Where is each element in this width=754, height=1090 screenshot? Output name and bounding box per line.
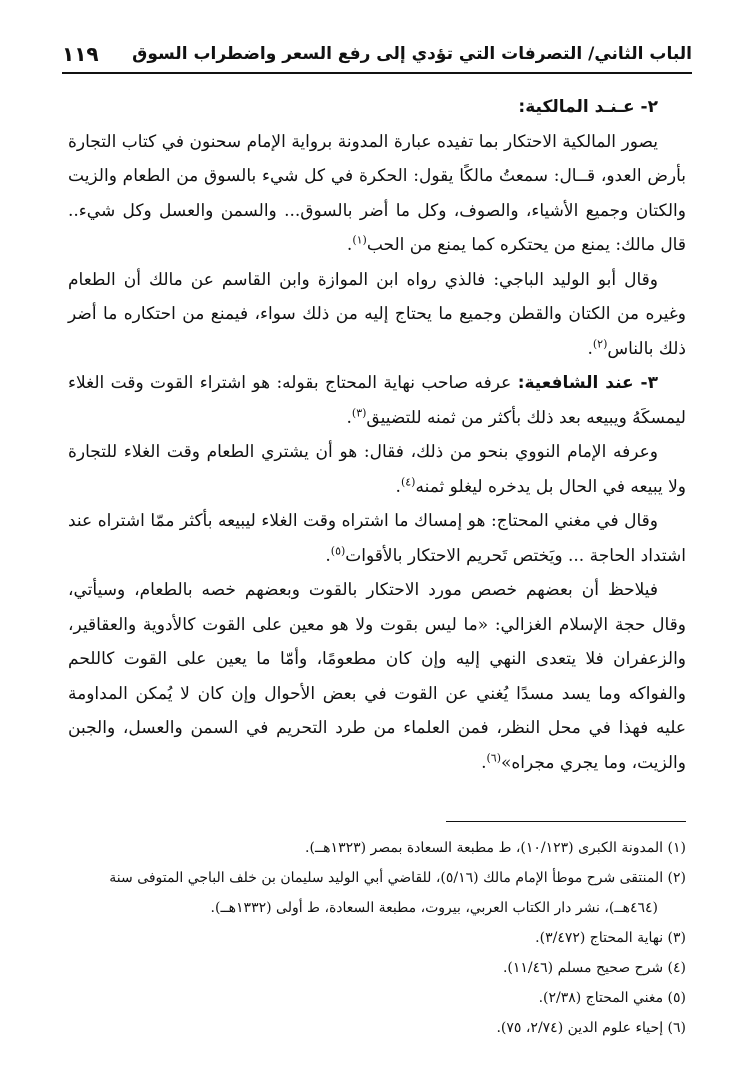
main-text (68, 90, 686, 780)
section-heading-maliki: ٢- عـنـد المالكية: (518, 97, 658, 117)
page-number: ١١٩ (62, 42, 99, 66)
paragraph-maliki-definition: يصور المالكية الاحتكار بما تفيده عبارة المدونة برواية الإمام سحنون في كتاب التجارة بأرض العدو، قــال: سمعتُ مالكًا يقول: الحكرة في كل شيء بالسوق من الطعام والزيت والكتان وجميع الأشياء، والصوف، وكل ما أضر بالسوق... والسمن والعسل وكل شيء.. قال مالك: يمنع من يحتكره كما يمنع من الحب$^{(١)}$. (68, 131, 686, 255)
paragraph-text: وقال أبو الوليد الباجي: فالذي رواه ابن الموازة وابن القاسم عن مالك أن الطعام وغيره من الكتان والقطن وجميع ما يحتاج إليه من ذلك سواء، فيمنع من احتكاره ما أضر ذلك بالناس (68, 269, 686, 359)
chapter-title: الباب الثاني/ التصرفات التي تؤدي إلى رفع السعر واضطراب السوق (132, 44, 692, 64)
footnote-2-continued: (٤٦٤هــ)، نشر دار الكتاب العربي، بيروت، مطبعة السعادة، ط أولى (١٣٣٢هــ). (210, 900, 658, 916)
paragraph-text: يصور المالكية الاحتكار بما تفيده عبارة المدونة برواية الإمام سحنون في كتاب التجارة بأرض العدو، قــال: سمعتُ مالكًا يقول: الحكرة في كل شيء بالسوق من الطعام والزيت والكتان وجميع الأشياء، والصوف، وكل ما أضر بالسوق... والسمن والعسل وكل شيء.. قال مالك: يمنع من يحتكره كما يمنع من الحب (68, 131, 686, 255)
footnote-2: (٢) المنتقى شرح موطأ الإمام مالك (٥/١٦)، للقاضي أبي الوليد سليمان بن خلف الباجي المتوفى سنة (109, 870, 686, 886)
paragraph-text: عرفه صاحب نهاية المحتاج بقوله: هو اشتراء القوت وقت الغلاء ليمسكَهُ ويبيعه بعد ذلك بأكثر من ثمنه للتضييق (68, 373, 686, 428)
footnote-ref-2: (٢) (592, 336, 608, 350)
paragraph-text: فيلاحظ أن بعضهم خصص مورد الاحتكار بالقوت وبعضهم خصه بالطعام، وسيأتي، وقال حجة الإسلام الغزالي: «ما ليس بقوت ولا هو معين على القوت كالأدوية والعقاقير، والزعفران فلا يتعدى النهي إليه وإن كان مطعومًا، وأمّا ما يعين على القوت كاللحم والفواكه وما يسد مسدًا يُغني عن القوت في بعض الأحوال وإن كان لا يُمكن المداومة عليه فهذا في محل النظر، فمن العلماء من طرد التحريم في السمن والعسل، والجبن والزيت، وما يجري مجراه» (68, 580, 686, 773)
paragraph-text: وقال في مغني المحتاج: هو إمساك ما اشتراه وقت الغلاء ليبيعه بأكثر ممّا اشتراه عند اشتداد الحاجة ... ويَختص تَحريم الاحتكار بالأقوات (68, 511, 686, 566)
footnote-ref-4: (٤) (400, 474, 416, 488)
section-heading-shafii: ٣- عند الشافعية: (517, 373, 658, 393)
paragraph-nawawi: وعرفه الإمام النووي بنحو من ذلك، فقال: هو أن يشتري الطعام وقت الغلاء للتجارة ولا يبيعه في الحال بل يدخره ليغلو ثمنه$^{(٤)}$. (68, 442, 686, 497)
footnote-3: (٣) نهاية المحتاج (٣/٤٧٢). (535, 930, 686, 946)
footnote-divider (446, 821, 686, 822)
paragraph-mughni: وقال في مغني المحتاج: هو إمساك ما اشتراه وقت الغلاء ليبيعه بأكثر ممّا اشتراه عند اشتداد الحاجة ... ويَختص تَحريم الاحتكار بالأقوات$^{(٥)}$. (68, 511, 686, 566)
footnote-ref-5: (٥) (330, 543, 346, 557)
footnote-ref-6: (٦) (486, 750, 501, 764)
footnote-4: (٤) شرح صحيح مسلم (١١/٤٦). (502, 960, 686, 976)
footnote-5: (٥) مغني المحتاج (٢/٣٨). (538, 990, 686, 1006)
running-header (62, 38, 692, 74)
paragraph-text: وعرفه الإمام النووي بنحو من ذلك، فقال: هو أن يشتري الطعام وقت الغلاء للتجارة ولا يبيعه في الحال بل يدخره ليغلو ثمنه (68, 442, 686, 497)
footnotes (68, 833, 686, 1043)
footnote-ref-3: (٣) (351, 405, 367, 419)
footnote-6: (٦) إحياء علوم الدين (٢/٧٤، ٧٥). (496, 1020, 686, 1036)
footnote-1: (١) المدونة الكبرى (١٠/١٢٣)، ط مطبعة السعادة بمصر (١٣٢٣هــ). (305, 840, 686, 856)
footnote-ref-1: (١) (352, 233, 367, 247)
paragraph-ghazali: فيلاحظ أن بعضهم خصص مورد الاحتكار بالقوت وبعضهم خصه بالطعام، وسيأتي، وقال حجة الإسلام الغزالي: «ما ليس بقوت ولا هو معين على القوت كالأدوية والعقاقير، والزعفران فلا يتعدى النهي إليه وإن كان مطعومًا، وأمّا ما يعين على القوت كاللحم والفواكه وما يسد مسدًا يُغني عن القوت في بعض الأحوال وإن كان لا يُمكن المداومة عليه فهذا في محل النظر، فمن العلماء من طرد التحريم في السمن والعسل، والجبن والزيت، وما يجري مجراه»$^{(٦)}$. (68, 580, 686, 773)
paragraph-baji: وقال أبو الوليد الباجي: فالذي رواه ابن الموازة وابن القاسم عن مالك أن الطعام وغيره من الكتان والقطن وجميع ما يحتاج إليه من ذلك سواء، فيمنع من احتكاره ما أضر ذلك بالناس$^{(٢)}$. (68, 269, 686, 359)
paragraph-shafii: ٣- عند الشافعية: عرفه صاحب نهاية المحتاج بقوله: هو اشتراء القوت وقت الغلاء ليمسكَهُ ويبيعه بعد ذلك بأكثر من ثمنه للتضييق$^{(٣)}$. (68, 373, 686, 428)
